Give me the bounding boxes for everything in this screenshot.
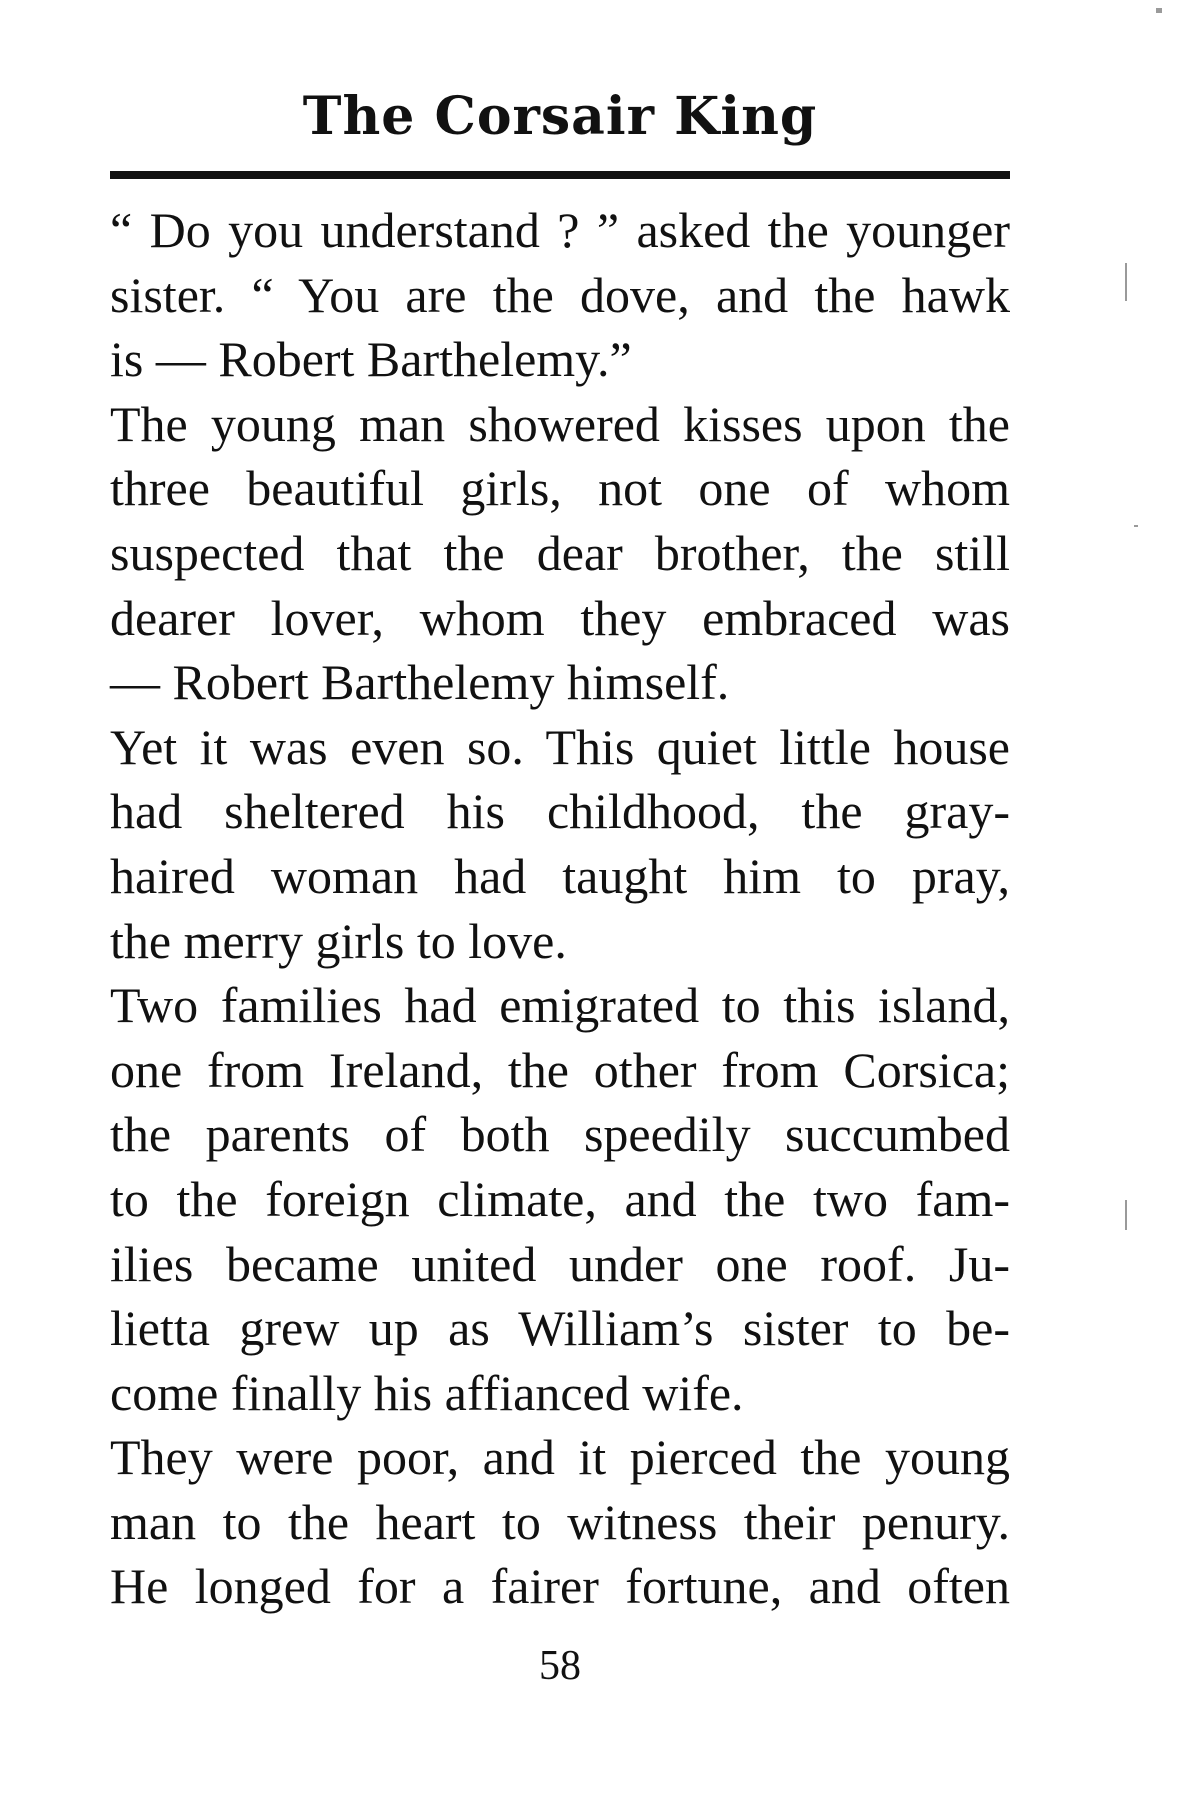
- scan-mark: [1125, 1200, 1127, 1230]
- text-line: had sheltered his childhood, the gray-: [110, 783, 1010, 840]
- running-head: The Corsair King: [302, 86, 818, 147]
- text-line: haired woman had taught him to pray,: [110, 847, 1010, 904]
- text-line: to the foreign climate, and the two fam-: [110, 1170, 1010, 1227]
- text-line: dearer lover, whom they embraced was: [110, 589, 1010, 646]
- body-text: [110, 198, 1010, 1619]
- text-line: one from Ireland, the other from Corsica;: [110, 1041, 1010, 1098]
- text-line: Two families had emigrated to this island,: [110, 977, 1010, 1034]
- text-line: three beautiful girls, not one of whom: [110, 460, 1010, 517]
- text-line: He longed for a fairer fortune, and often: [110, 1558, 1010, 1615]
- scan-mark: [1134, 525, 1138, 527]
- text-line: The young man showered kisses upon the: [110, 395, 1010, 452]
- text-line: the merry girls to love.: [110, 912, 567, 969]
- text-line: lietta grew up as William’s sister to be-: [110, 1300, 1010, 1357]
- text-line: come finally his affianced wife.: [110, 1364, 744, 1421]
- text-line: is — Robert Barthelemy.”: [110, 331, 632, 388]
- text-line: They were poor, and it pierced the young: [110, 1429, 1010, 1486]
- text-line: “ Do you understand ? ” asked the younger: [110, 202, 1010, 258]
- text-line: — Robert Barthelemy himself.: [110, 654, 730, 711]
- text-line: suspected that the dear brother, the still: [110, 524, 1010, 581]
- text-line: ilies became united under one roof. Ju-: [110, 1235, 1010, 1292]
- scan-mark: [1156, 8, 1162, 13]
- text-line: sister. “ You are the dove, and the hawk: [110, 266, 1010, 323]
- text-line: Yet it was even so. This quiet little house: [110, 718, 1010, 775]
- text-line: man to the heart to witness their penury.: [110, 1493, 1010, 1550]
- header-rule: [110, 171, 1010, 179]
- scan-mark: [1125, 263, 1127, 301]
- text-line: the parents of both speedily succumbed: [110, 1106, 1010, 1163]
- page-number: 58: [539, 1643, 581, 1689]
